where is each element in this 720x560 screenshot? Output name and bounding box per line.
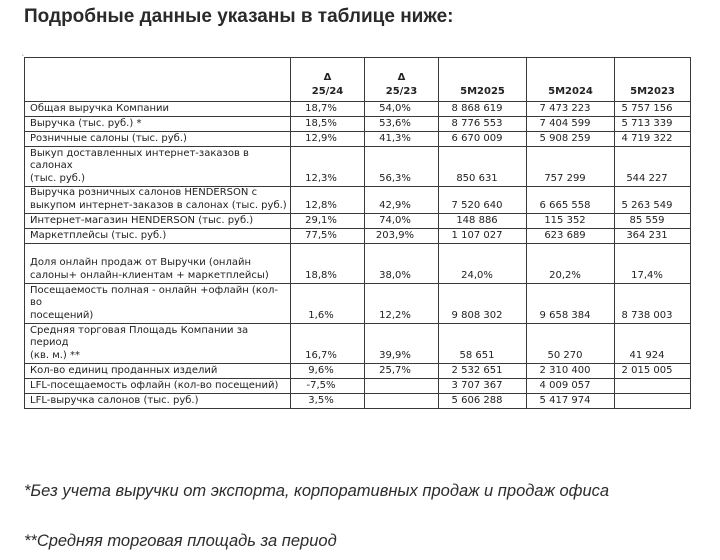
header-line: 5M2025	[460, 86, 505, 97]
cell-5m2023: 544 227	[615, 147, 691, 187]
financial-data-table	[24, 57, 691, 409]
metric-label-line: выкупом интернет-заказов в салонах (тыс. руб.)	[30, 199, 287, 211]
header-5m2023	[615, 58, 691, 102]
cell-5m2024: 7 473 223	[527, 102, 615, 117]
header-line: Δ	[323, 72, 332, 83]
cell-5m2025: 5 606 288	[439, 394, 527, 409]
cell-delta-25-23: 12,2%	[365, 284, 439, 324]
cell-5m2024: 4 009 057	[527, 379, 615, 394]
cell-delta-25-23: 38,0%	[365, 244, 439, 284]
metric-label-line: Кол-во единиц проданных изделий	[30, 364, 218, 376]
metric-label-line: LFL-посещаемость офлайн (кол-во посещений)	[30, 379, 279, 391]
metric-label-line: (кв. м.) **	[30, 349, 80, 361]
header-delta-25-23	[365, 58, 439, 102]
cell-5m2025: 148 886	[439, 214, 527, 229]
cell-metric-label	[25, 244, 291, 284]
cell-5m2024: 623 689	[527, 229, 615, 244]
cell-5m2023: 8 738 003	[615, 284, 691, 324]
cell-5m2024: 5 908 259	[527, 132, 615, 147]
cell-5m2024: 115 352	[527, 214, 615, 229]
cell-metric-label	[25, 214, 291, 229]
header-line: 25/23	[385, 86, 418, 97]
metric-label-line: посещений)	[30, 309, 94, 321]
cell-5m2023: 2 015 005	[615, 364, 691, 379]
cell-5m2025: 24,0%	[439, 244, 527, 284]
table-row	[25, 379, 691, 394]
cell-delta-25-24: 29,1%	[291, 214, 365, 229]
table-row	[25, 214, 691, 229]
cell-delta-25-24: 12,8%	[291, 187, 365, 214]
cell-5m2023: 364 231	[615, 229, 691, 244]
metric-label-line: Выкуп доставленных интернет-заказов в салонах	[30, 147, 249, 171]
table-row	[25, 324, 691, 364]
cell-delta-25-24: 18,5%	[291, 117, 365, 132]
metric-label-line: Общая выручка Компании	[30, 102, 170, 114]
metric-label-line: Выручка (тыс. руб.) *	[30, 117, 142, 129]
cell-5m2025: 8 868 619	[439, 102, 527, 117]
cell-5m2024: 50 270	[527, 324, 615, 364]
table-row	[25, 284, 691, 324]
cell-delta-25-24: 3,5%	[291, 394, 365, 409]
cell-5m2024: 6 665 558	[527, 187, 615, 214]
cell-5m2025: 850 631	[439, 147, 527, 187]
header-line: 25/24	[311, 86, 344, 97]
cell-metric-label	[25, 364, 291, 379]
cell-5m2023: 17,4%	[615, 244, 691, 284]
cell-delta-25-23: 41,3%	[365, 132, 439, 147]
cell-metric-label	[25, 117, 291, 132]
metric-label-line: Маркетплейсы (тыс. руб.)	[30, 229, 167, 241]
scan-artifact-mark: ˛	[22, 47, 25, 56]
header-delta-25-24	[291, 58, 365, 102]
table-row	[25, 244, 691, 284]
cell-metric-label	[25, 379, 291, 394]
cell-metric-label	[25, 324, 291, 364]
cell-metric-label	[25, 229, 291, 244]
metric-label-line: Доля онлайн продаж от Выручки (онлайн	[30, 257, 252, 268]
cell-5m2025: 8 776 553	[439, 117, 527, 132]
table-row	[25, 229, 691, 244]
cell-5m2023	[615, 379, 691, 394]
table-body	[25, 102, 691, 409]
cell-5m2024: 9 658 384	[527, 284, 615, 324]
cell-delta-25-24: 9,6%	[291, 364, 365, 379]
cell-5m2023: 5 757 156	[615, 102, 691, 117]
metric-label-line: Выручка розничных салонов HENDERSON с	[30, 187, 258, 198]
metric-label-line: салоны+ онлайн-клиентам + маркетплейсы)	[30, 269, 269, 281]
footnote-revenue: *Без учета выручки от экспорта, корпоративных продаж и продаж офиса	[24, 482, 610, 500]
metric-label-line: Розничные салоны (тыс. руб.)	[30, 132, 187, 144]
cell-5m2023	[615, 394, 691, 409]
cell-metric-label	[25, 102, 291, 117]
cell-metric-label	[25, 187, 291, 214]
cell-delta-25-24: 16,7%	[291, 324, 365, 364]
cell-5m2023: 41 924	[615, 324, 691, 364]
metric-label-line: LFL-выручка салонов (тыс. руб.)	[30, 394, 199, 406]
cell-metric-label	[25, 284, 291, 324]
page-heading: Подробные данные указаны в таблице ниже:	[24, 6, 454, 27]
table-row	[25, 147, 691, 187]
cell-delta-25-23: 25,7%	[365, 364, 439, 379]
header-5m2025	[439, 58, 527, 102]
header-5m2024	[527, 58, 615, 102]
header-line: 5M2024	[548, 86, 593, 97]
cell-delta-25-23: 203,9%	[365, 229, 439, 244]
table-row	[25, 132, 691, 147]
cell-5m2023: 5 713 339	[615, 117, 691, 132]
cell-delta-25-23: 42,9%	[365, 187, 439, 214]
cell-metric-label	[25, 394, 291, 409]
metric-label-line: Посещаемость полная - онлайн +офлайн (кол-во	[30, 284, 278, 308]
table-row	[25, 102, 691, 117]
cell-delta-25-23: 74,0%	[365, 214, 439, 229]
table-row	[25, 117, 691, 132]
cell-5m2025: 6 670 009	[439, 132, 527, 147]
cell-delta-25-24: -7,5%	[291, 379, 365, 394]
cell-delta-25-24: 18,7%	[291, 102, 365, 117]
cell-5m2025: 3 707 367	[439, 379, 527, 394]
header-line: 5M2023	[630, 86, 675, 97]
cell-5m2024: 5 417 974	[527, 394, 615, 409]
cell-delta-25-24: 77,5%	[291, 229, 365, 244]
cell-5m2024: 20,2%	[527, 244, 615, 284]
header-line: Δ	[397, 72, 406, 83]
cell-5m2025: 1 107 027	[439, 229, 527, 244]
table-row	[25, 394, 691, 409]
cell-5m2023: 4 719 322	[615, 132, 691, 147]
cell-delta-25-24: 1,6%	[291, 284, 365, 324]
cell-metric-label	[25, 132, 291, 147]
metric-label-line: (тыс. руб.)	[30, 172, 85, 184]
cell-delta-25-23: 39,9%	[365, 324, 439, 364]
cell-delta-25-24: 18,8%	[291, 244, 365, 284]
cell-5m2025: 7 520 640	[439, 187, 527, 214]
cell-delta-25-23: 56,3%	[365, 147, 439, 187]
table-row	[25, 187, 691, 214]
cell-5m2024: 2 310 400	[527, 364, 615, 379]
cell-delta-25-23: 53,6%	[365, 117, 439, 132]
header-metric	[25, 58, 291, 102]
cell-5m2025: 9 808 302	[439, 284, 527, 324]
cell-delta-25-23	[365, 394, 439, 409]
cell-5m2023: 5 263 549	[615, 187, 691, 214]
cell-5m2024: 757 299	[527, 147, 615, 187]
cell-5m2025: 2 532 651	[439, 364, 527, 379]
metric-label-line: Интернет-магазин HENDERSON (тыс. руб.)	[30, 214, 254, 226]
footnote-area: **Средняя торговая площадь за период	[24, 532, 337, 550]
cell-delta-25-23: 54,0%	[365, 102, 439, 117]
cell-delta-25-24: 12,3%	[291, 147, 365, 187]
cell-5m2025: 58 651	[439, 324, 527, 364]
table-row	[25, 364, 691, 379]
cell-5m2024: 7 404 599	[527, 117, 615, 132]
cell-delta-25-24: 12,9%	[291, 132, 365, 147]
cell-5m2023: 85 559	[615, 214, 691, 229]
cell-metric-label	[25, 147, 291, 187]
table-header-row	[25, 58, 691, 102]
financial-table-container	[24, 57, 690, 409]
metric-label-line: Средняя торговая Площадь Компании за период	[30, 324, 249, 348]
cell-delta-25-23	[365, 379, 439, 394]
